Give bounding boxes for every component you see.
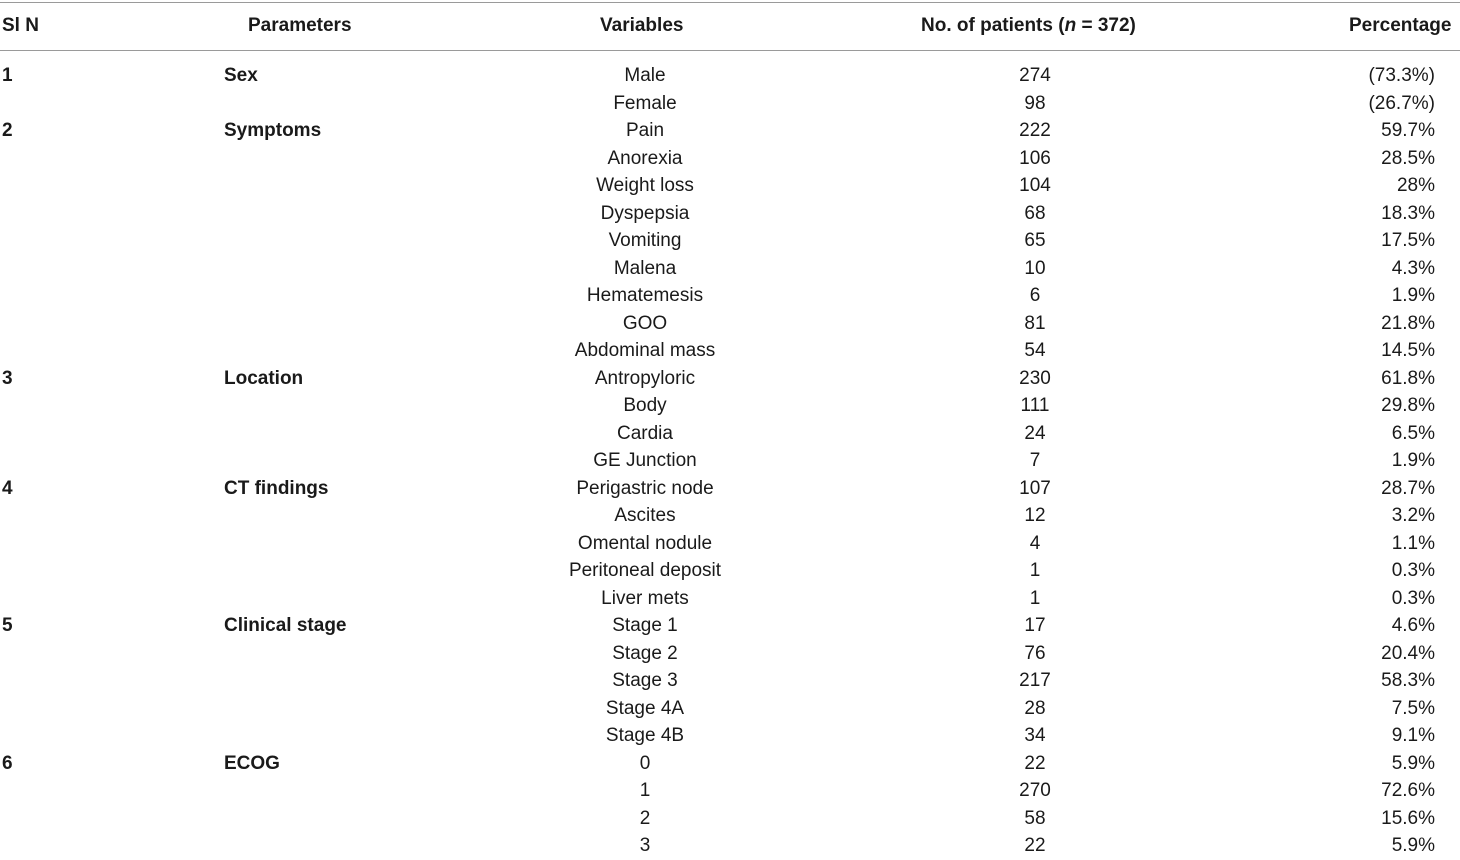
patient-count-cell: 1	[1029, 560, 1041, 581]
sl-number-cell	[2, 172, 62, 200]
percentage-cell: 17.5%	[1381, 230, 1435, 251]
patient-count-cell: 270	[1019, 780, 1051, 801]
table-row	[0, 777, 1460, 805]
patient-count-cell: 65	[1024, 230, 1046, 251]
table-row	[0, 227, 1460, 255]
sl-number-cell	[2, 695, 62, 723]
percentage-cell: 61.8%	[1381, 367, 1435, 389]
variable-cell: GE Junction	[593, 450, 697, 471]
parameter-cell	[224, 832, 444, 860]
parameter-cell: ECOG	[224, 752, 280, 774]
patient-count-cell: 76	[1024, 642, 1046, 664]
parameter-cell: Clinical stage	[224, 615, 347, 636]
table-row	[0, 695, 1460, 723]
parameter-cell	[224, 337, 444, 365]
percentage-cell: 28.7%	[1381, 477, 1435, 499]
patient-count-cell: 107	[1019, 477, 1051, 499]
patient-count-cell: 10	[1024, 257, 1046, 279]
table-row	[0, 255, 1460, 283]
variable-cell: Hematemesis	[586, 285, 704, 306]
parameter-cell	[224, 502, 444, 530]
percentage-cell: 29.8%	[1381, 395, 1435, 416]
header-percentage: Percentage	[1349, 15, 1452, 36]
sl-number-cell	[2, 722, 62, 750]
patient-count-cell: 12	[1024, 505, 1046, 526]
percentage-cell: 4.3%	[1391, 257, 1435, 279]
patient-count-cell: 22	[1024, 752, 1046, 774]
percentage-cell: 1.9%	[1391, 450, 1435, 471]
variable-cell: GOO	[622, 312, 668, 334]
table-row	[0, 117, 1460, 145]
patient-count-cell: 58	[1024, 807, 1046, 829]
percentage-cell: 58.3%	[1381, 670, 1435, 691]
patient-count-cell: 98	[1024, 92, 1046, 114]
table-row	[0, 420, 1460, 448]
table-top-rule	[0, 2, 1460, 3]
sl-number-cell	[2, 392, 62, 420]
percentage-cell: 15.6%	[1381, 807, 1435, 829]
percentage-cell: 5.9%	[1391, 752, 1435, 774]
parameter-cell	[224, 90, 444, 118]
sl-number-cell	[2, 420, 62, 448]
patient-count-cell: 111	[1020, 395, 1050, 416]
parameter-cell	[224, 557, 444, 585]
parameter-cell	[224, 722, 444, 750]
sl-number-cell	[2, 90, 62, 118]
patient-count-cell: 4	[1029, 532, 1041, 554]
sl-number-cell	[2, 255, 62, 283]
variable-cell: Stage 4B	[605, 725, 685, 746]
table-row	[0, 145, 1460, 173]
table-row	[0, 667, 1460, 695]
parameter-cell	[224, 805, 444, 833]
percentage-cell: 7.5%	[1391, 697, 1435, 719]
variable-cell: Female	[613, 92, 677, 114]
parameter-cell: Location	[224, 367, 304, 389]
table-row	[0, 447, 1460, 475]
variable-cell: Antropyloric	[594, 367, 696, 389]
parameter-cell	[224, 640, 444, 668]
table-row	[0, 640, 1460, 668]
patient-count-cell: 104	[1019, 175, 1051, 196]
parameter-cell	[224, 392, 444, 420]
table-row	[0, 832, 1460, 860]
variable-cell: Omental nodule	[577, 532, 713, 554]
table-row	[0, 200, 1460, 228]
header-parameters: Parameters	[248, 15, 352, 36]
header-bottom-rule	[0, 50, 1460, 51]
header-no-of-patients	[921, 0, 1136, 52]
variable-cell: Abdominal mass	[574, 340, 716, 361]
patient-count-cell: 222	[1019, 120, 1051, 141]
patient-count-cell: 17	[1024, 615, 1046, 636]
variable-cell: 0	[639, 752, 651, 774]
sl-number-cell	[2, 227, 62, 255]
table-row	[0, 62, 1460, 90]
parameter-cell	[224, 695, 444, 723]
table-row	[0, 282, 1460, 310]
variable-cell: Ascites	[614, 505, 676, 526]
variable-cell: Weight loss	[596, 175, 694, 196]
table-row	[0, 530, 1460, 558]
variable-cell: 3	[639, 835, 651, 856]
patient-count-cell: 7	[1029, 450, 1041, 471]
parameter-cell	[224, 420, 444, 448]
table-row	[0, 805, 1460, 833]
sl-number-cell	[2, 805, 62, 833]
percentage-cell: 28%	[1396, 175, 1435, 196]
parameter-cell	[224, 255, 444, 283]
percentage-cell: 20.4%	[1381, 642, 1435, 664]
sl-number-cell: 1	[2, 65, 13, 86]
table-row	[0, 475, 1460, 503]
patient-count-cell: 274	[1019, 65, 1051, 86]
variable-cell: Stage 1	[612, 615, 678, 636]
sl-number-cell	[2, 832, 62, 860]
parameter-cell	[224, 145, 444, 173]
sl-number-cell	[2, 777, 62, 805]
parameter-cell	[224, 227, 444, 255]
variable-cell: Body	[623, 395, 667, 416]
sl-number-cell	[2, 447, 62, 475]
sl-number-cell	[2, 337, 62, 365]
variable-cell: Pain	[625, 120, 665, 141]
percentage-cell: 1.1%	[1391, 532, 1435, 554]
sl-number-cell	[2, 585, 62, 613]
table-row	[0, 90, 1460, 118]
table-body	[0, 62, 1460, 860]
parameter-cell	[224, 530, 444, 558]
variable-cell: Male	[624, 65, 666, 86]
percentage-cell: 28.5%	[1381, 147, 1435, 169]
patient-count-cell: 54	[1024, 340, 1046, 361]
table-row	[0, 750, 1460, 778]
parameter-cell	[224, 667, 444, 695]
sl-number-cell	[2, 502, 62, 530]
sl-number-cell	[2, 200, 62, 228]
sl-number-cell: 3	[2, 367, 13, 389]
sl-number-cell	[2, 667, 62, 695]
variable-cell: Anorexia	[607, 147, 683, 169]
sl-number-cell: 5	[2, 615, 13, 636]
percentage-cell: (26.7%)	[1368, 92, 1435, 114]
percentage-cell: 72.6%	[1381, 780, 1435, 801]
percentage-cell: 14.5%	[1381, 340, 1435, 361]
parameter-cell	[224, 585, 444, 613]
percentage-cell: (73.3%)	[1368, 65, 1435, 86]
sl-number-cell: 2	[2, 120, 13, 141]
parameter-cell	[224, 172, 444, 200]
percentage-cell: 21.8%	[1381, 312, 1435, 334]
variable-cell: Dyspepsia	[600, 202, 690, 224]
header-sl-no: Sl N	[2, 15, 39, 36]
variable-cell: Cardia	[617, 422, 673, 444]
parameter-cell: Symptoms	[224, 120, 322, 141]
percentage-cell: 1.9%	[1391, 285, 1435, 306]
variable-cell: Liver mets	[601, 587, 689, 609]
sl-number-cell	[2, 282, 62, 310]
patient-count-cell: 34	[1024, 725, 1046, 746]
table-row	[0, 392, 1460, 420]
header-variables: Variables	[600, 15, 684, 36]
percentage-cell: 0.3%	[1391, 587, 1435, 609]
variable-cell: Malena	[613, 257, 677, 279]
sl-number-cell	[2, 640, 62, 668]
parameter-cell	[224, 447, 444, 475]
sl-number-cell	[2, 310, 62, 338]
sl-number-cell: 6	[2, 752, 13, 774]
table-row	[0, 172, 1460, 200]
patient-count-cell: 6	[1029, 285, 1041, 306]
variable-cell: Stage 3	[612, 670, 678, 691]
header-patients-suffix: = 372)	[1076, 15, 1136, 36]
patient-count-cell: 24	[1024, 422, 1046, 444]
parameter-cell	[224, 282, 444, 310]
percentage-cell: 0.3%	[1391, 560, 1435, 581]
patient-count-cell: 81	[1024, 312, 1046, 334]
sl-number-cell	[2, 557, 62, 585]
variable-cell: 2	[639, 807, 651, 829]
variable-cell: 1	[639, 780, 651, 801]
percentage-cell: 9.1%	[1391, 725, 1435, 746]
header-patients-n: n	[1064, 15, 1077, 36]
table-row	[0, 502, 1460, 530]
variable-cell: Perigastric node	[576, 477, 714, 499]
parameter-cell: Sex	[224, 65, 258, 86]
parameter-cell: CT findings	[224, 477, 329, 499]
variable-cell: Peritoneal deposit	[568, 560, 722, 581]
sl-number-cell: 4	[2, 477, 13, 499]
percentage-cell: 59.7%	[1381, 120, 1435, 141]
table-row	[0, 557, 1460, 585]
parameter-cell	[224, 310, 444, 338]
patient-count-cell: 28	[1024, 697, 1046, 719]
variable-cell: Stage 4A	[605, 697, 685, 719]
percentage-cell: 18.3%	[1381, 202, 1435, 224]
variable-cell: Vomiting	[608, 230, 682, 251]
parameter-cell	[224, 777, 444, 805]
sl-number-cell	[2, 145, 62, 173]
table-row	[0, 337, 1460, 365]
table-row	[0, 365, 1460, 393]
table-row	[0, 612, 1460, 640]
parameter-cell	[224, 200, 444, 228]
patient-count-cell: 22	[1024, 835, 1046, 856]
sl-number-cell	[2, 530, 62, 558]
percentage-cell: 3.2%	[1391, 505, 1435, 526]
percentage-cell: 4.6%	[1391, 615, 1435, 636]
patient-count-cell: 106	[1019, 147, 1051, 169]
percentage-cell: 6.5%	[1391, 422, 1435, 444]
patient-count-cell: 217	[1019, 670, 1051, 691]
patient-count-cell: 68	[1024, 202, 1046, 224]
variable-cell: Stage 2	[612, 642, 678, 664]
patient-count-cell: 230	[1019, 367, 1051, 389]
table-row	[0, 310, 1460, 338]
table-row	[0, 722, 1460, 750]
percentage-cell: 5.9%	[1391, 835, 1435, 856]
header-patients-prefix: No. of patients (	[921, 15, 1065, 36]
table-row	[0, 585, 1460, 613]
patient-count-cell: 1	[1029, 587, 1041, 609]
